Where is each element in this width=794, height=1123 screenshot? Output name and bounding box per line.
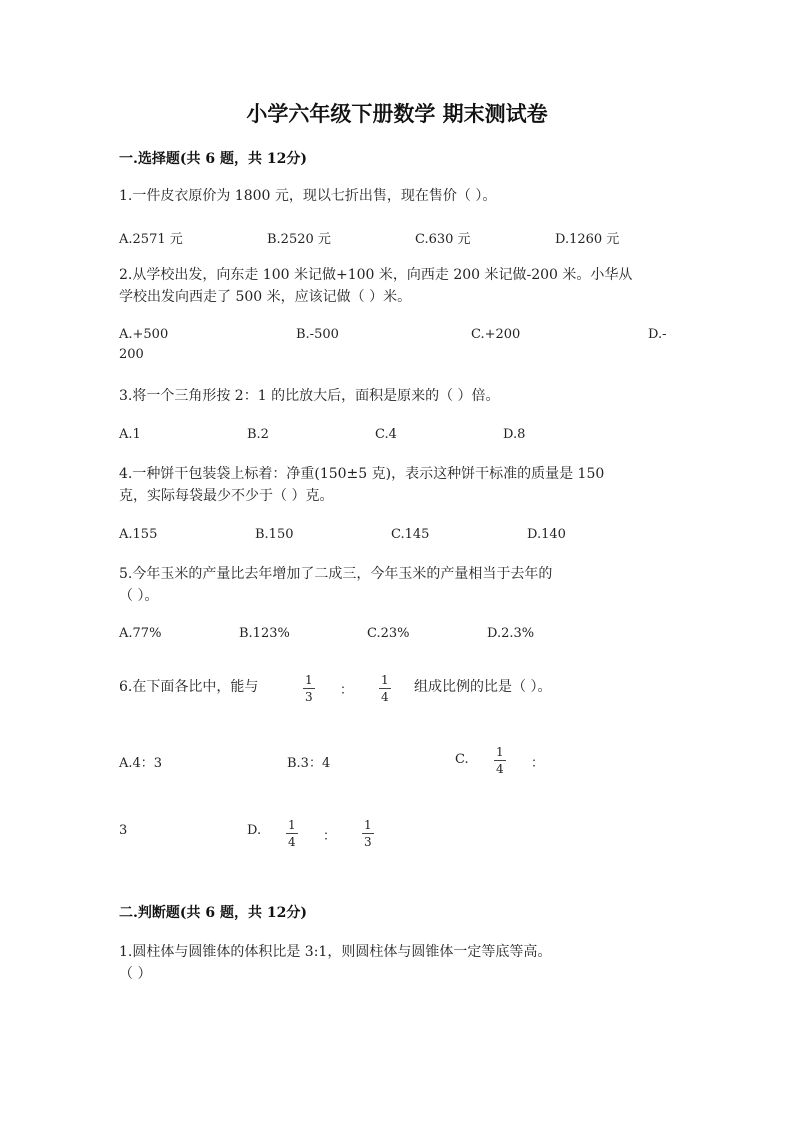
q3-option-d[interactable]: D.8 — [503, 427, 526, 442]
q6-option-a[interactable]: A.4：3 — [119, 756, 163, 771]
q6-option-c-label[interactable]: C. — [455, 752, 469, 767]
q6-ratio-a-fraction — [303, 672, 315, 705]
question-4-line-2: 克，实际每袋最少不少于（ ）克。 — [119, 488, 334, 504]
q1-option-b[interactable]: B.2520 元 — [267, 232, 331, 247]
q3-option-a[interactable]: A.1 — [119, 427, 141, 442]
q2-option-c[interactable]: C.+200 — [471, 327, 521, 342]
q2-option-d[interactable]: D.- — [648, 327, 667, 342]
q5-option-b[interactable]: B.123% — [239, 626, 290, 641]
question-6-prefix: 6.在下面各比中，能与 — [119, 679, 259, 695]
fraction-denominator: 4 — [496, 762, 504, 776]
fraction-denominator: 3 — [364, 835, 372, 849]
question-1-text: 1.一件皮衣原价为 1800 元，现以七折出售，现在售价（ ）。 — [119, 188, 497, 204]
q5-option-a[interactable]: A.77% — [119, 626, 162, 641]
q1-option-a[interactable]: A.2571 元 — [119, 232, 183, 247]
question-5-line-2: （ ）。 — [119, 588, 159, 604]
q6-option-d-fraction-a — [286, 817, 298, 850]
q3-option-c[interactable]: C.4 — [375, 427, 397, 442]
fraction-numerator: 1 — [288, 818, 296, 832]
question-5-line-1: 5.今年玉米的产量比去年增加了二成三，今年玉米的产量相当于去年的 — [119, 566, 553, 582]
fraction-numerator: 1 — [496, 745, 504, 759]
q6-ratio-colon: ： — [340, 683, 354, 698]
question-2-line-1: 2.从学校出发，向东走 100 米记做+100 米，向西走 200 米记做-200 米。小华从 — [119, 267, 633, 283]
fraction-denominator: 4 — [288, 835, 296, 849]
q5-option-c[interactable]: C.23% — [367, 626, 410, 641]
page-title: 小学六年级下册数学 期末测试卷 — [246, 101, 548, 126]
fraction-denominator: 3 — [305, 690, 313, 704]
q6-option-c-tail: 3 — [119, 823, 128, 838]
q1-option-d[interactable]: D.1260 元 — [555, 232, 620, 247]
q4-option-c[interactable]: C.145 — [391, 527, 430, 542]
question-4-line-1: 4.一种饼干包装袋上标着：净重(150±5 克)，表示这种饼干标准的质量是 150 — [119, 466, 605, 482]
judgement-1-line-1: 1.圆柱体与圆锥体的体积比是 3:1，则圆柱体与圆锥体一定等底等高。 — [119, 944, 552, 960]
fraction-numerator: 1 — [364, 818, 372, 832]
q6-option-d-colon: ： — [323, 829, 337, 844]
q2-option-d-wrap: 200 — [119, 347, 144, 362]
judgement-1-line-2[interactable]: （ ） — [119, 966, 152, 982]
q6-option-c-fraction — [494, 744, 506, 777]
question-6-suffix: 组成比例的比是（ ）。 — [414, 679, 552, 695]
q6-option-b[interactable]: B.3：4 — [287, 756, 331, 771]
q6-option-c-colon: ： — [531, 756, 545, 771]
q2-option-b[interactable]: B.-500 — [296, 327, 339, 342]
q4-option-b[interactable]: B.150 — [255, 527, 294, 542]
q4-option-d[interactable]: D.140 — [527, 527, 566, 542]
fraction-denominator: 4 — [381, 690, 389, 704]
q1-option-c[interactable]: C.630 元 — [415, 232, 471, 247]
q4-option-a[interactable]: A.155 — [119, 527, 158, 542]
q2-option-a[interactable]: A.+500 — [119, 327, 169, 342]
q6-option-d-label[interactable]: D. — [247, 823, 262, 838]
question-3-text: 3.将一个三角形按 2：1 的比放大后，面积是原来的（ ）倍。 — [119, 388, 500, 404]
fraction-numerator: 1 — [305, 673, 313, 687]
section-heading-judgement: 二.判断题(共 6 题，共 12分) — [119, 905, 307, 921]
q5-option-d[interactable]: D.2.3% — [487, 626, 535, 641]
q3-option-b[interactable]: B.2 — [247, 427, 269, 442]
question-2-line-2: 学校出发向西走了 500 米，应该记做（ ）米。 — [119, 289, 412, 305]
section-heading-choice: 一.选择题(共 6 题，共 12分) — [119, 151, 307, 167]
fraction-numerator: 1 — [381, 673, 389, 687]
q6-ratio-b-fraction — [379, 672, 391, 705]
q6-option-d-fraction-b — [362, 817, 374, 850]
